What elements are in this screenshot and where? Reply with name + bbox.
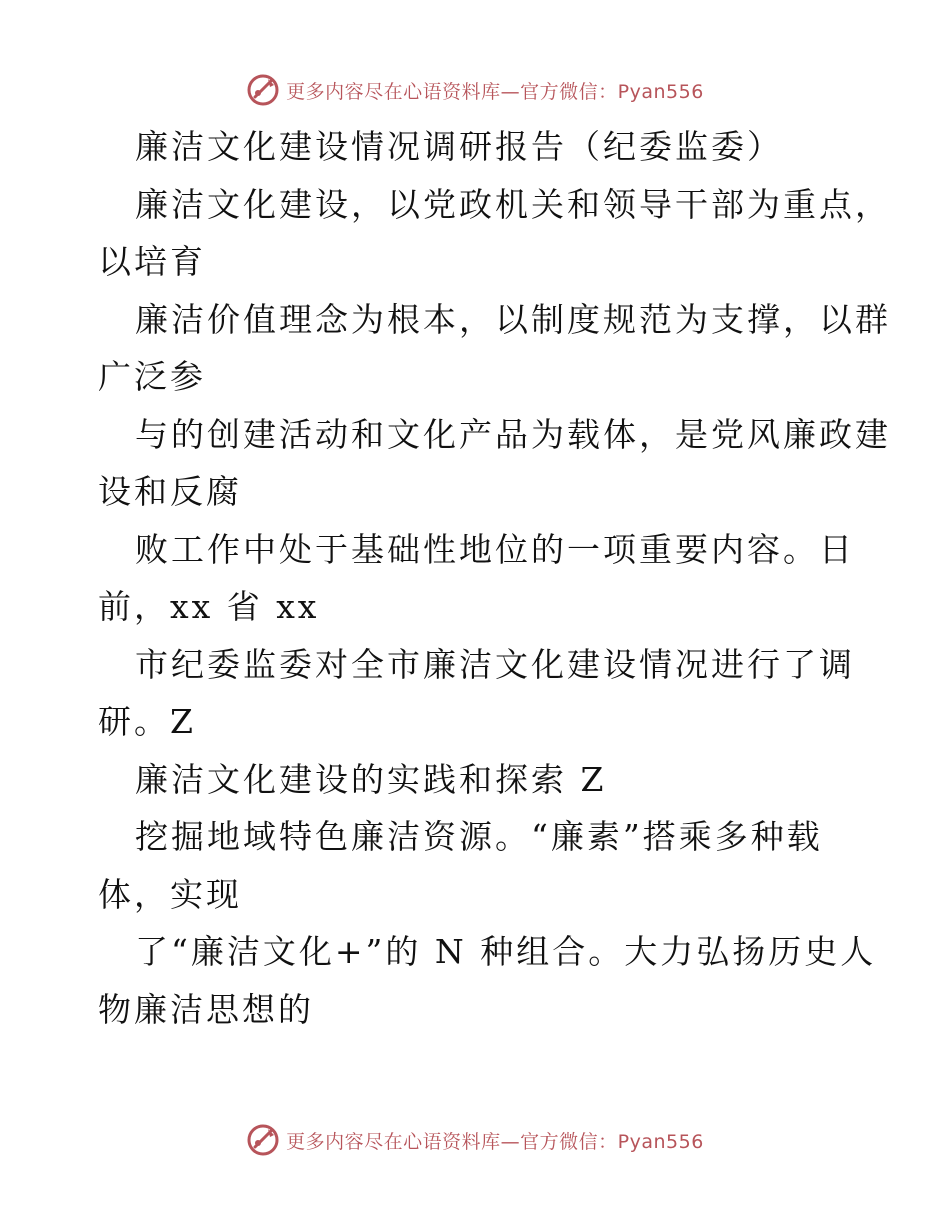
paragraph-line: 市纪委监委对全市廉洁文化建设情况进行了调 (135, 644, 855, 684)
paragraph-line: 了“廉洁文化+”的 N 种组合。大力弘扬历史人 (135, 932, 877, 971)
paragraph-line: 以培育 (98, 242, 206, 281)
paragraph-line: 前，xx 省 xx (98, 587, 320, 626)
header-banner-text: 更多内容尽在心语资料库—官方微信：Pyan556 (286, 80, 704, 103)
document-body (98, 118, 891, 1038)
paragraph-line: 体，实现 (98, 874, 242, 914)
document-title: 廉洁文化建设情况调研报告（纪委监委） (135, 127, 783, 166)
footer-banner-text: 更多内容尽在心语资料库—官方微信：Pyan556 (286, 1130, 704, 1153)
paragraph-line: 与的创建活动和文化产品为载体，是党风廉政建 (135, 414, 891, 454)
brand-logo-icon (246, 73, 280, 107)
paragraph-line: 研。Z (98, 702, 196, 741)
paragraph-line: 广泛参 (98, 357, 206, 396)
paragraph-line: 败工作中处于基础性地位的一项重要内容。日 (135, 529, 855, 569)
brand-logo-icon (246, 1123, 280, 1157)
paragraph-line: 设和反腐 (98, 472, 242, 511)
paragraph-line: 物廉洁思想的 (98, 989, 314, 1029)
footer-banner (0, 1120, 950, 1160)
header-banner (0, 70, 950, 110)
paragraph-line: 挖掘地域特色廉洁资源。“廉素”搭乘多种载 (135, 817, 823, 856)
paragraph-line: 廉洁价值理念为根本，以制度规范为支撑，以群 (135, 299, 891, 339)
section-heading: 廉洁文化建设的实践和探索 Z (135, 759, 607, 799)
paragraph-line: 廉洁文化建设，以党政机关和领导干部为重点， (135, 184, 891, 224)
